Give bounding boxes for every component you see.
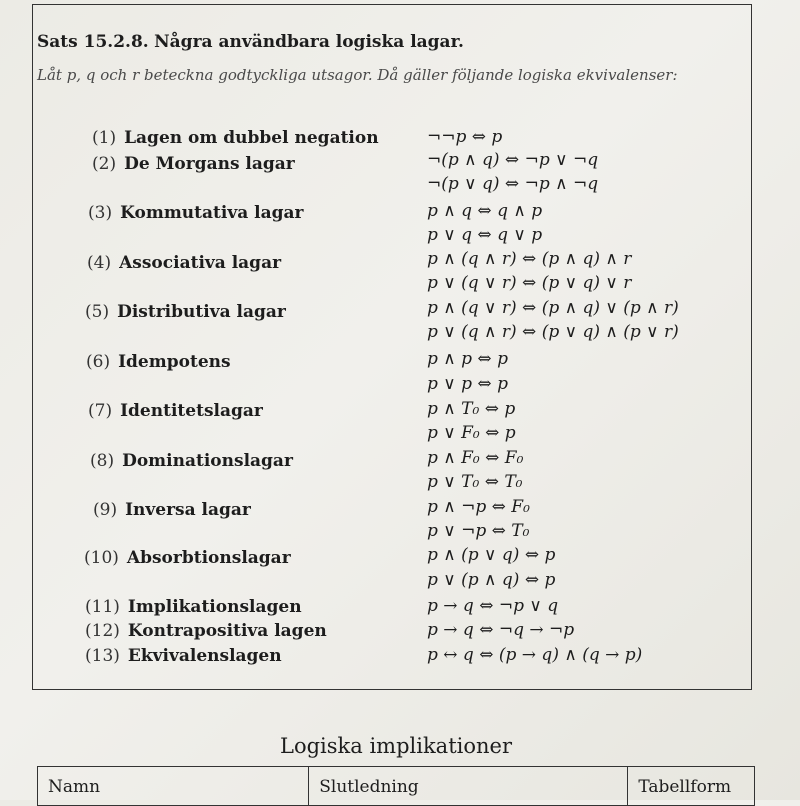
law-name: Inversa lagar xyxy=(125,500,251,520)
law-name: Lagen om dubbel negation xyxy=(124,128,379,148)
formula-10a: p ∧ (p ∨ q) ⇔ p xyxy=(427,545,556,565)
formula-11a: p → q ⇔ ¬p ∨ q xyxy=(427,596,559,616)
formula-7a: p ∧ T₀ ⇔ p xyxy=(427,399,516,419)
formula-6b: p ∨ p ⇔ p xyxy=(427,374,508,394)
law-number: (5) xyxy=(85,302,110,322)
law-13 xyxy=(85,646,282,666)
law-10 xyxy=(84,548,291,568)
law-8 xyxy=(90,451,293,471)
law-number: (4) xyxy=(87,253,112,273)
law-number: (2) xyxy=(92,154,117,174)
formula-3b: p ∨ q ⇔ q ∨ p xyxy=(427,225,543,245)
formula-13a: p ↔ q ⇔ (p → q) ∧ (q → p) xyxy=(427,645,643,665)
law-name: De Morgans lagar xyxy=(124,154,295,174)
implications-title: Logiska implikationer xyxy=(280,734,512,758)
theorem-intro: Låt p, q och r beteckna godtyckliga utsagor. Då gäller följande logiska ekvivalenser: xyxy=(37,66,678,84)
law-1 xyxy=(92,128,379,148)
law-name: Kommutativa lagar xyxy=(120,203,304,223)
formula-4b: p ∨ (q ∨ r) ⇔ (p ∨ q) ∨ r xyxy=(427,273,632,293)
implications-table xyxy=(37,766,755,806)
law-11 xyxy=(85,597,302,617)
law-name: Idempotens xyxy=(118,352,231,372)
law-7 xyxy=(88,401,263,421)
formula-4a: p ∧ (q ∧ r) ⇔ (p ∧ q) ∧ r xyxy=(427,249,632,269)
theorem-title: Några användbara logiska lagar. xyxy=(154,32,464,52)
formula-6a: p ∧ p ⇔ p xyxy=(427,349,508,369)
law-name: Ekvivalenslagen xyxy=(127,646,282,666)
law-3 xyxy=(88,203,304,223)
formula-3a: p ∧ q ⇔ q ∧ p xyxy=(427,201,543,221)
formula-7b: p ∨ F₀ ⇔ p xyxy=(427,423,516,443)
theorem-box xyxy=(32,4,752,690)
law-name: Distributiva lagar xyxy=(117,302,286,322)
formula-5a: p ∧ (q ∨ r) ⇔ (p ∧ q) ∨ (p ∧ r) xyxy=(427,298,679,318)
law-name: Associativa lagar xyxy=(119,253,282,273)
law-number: (1) xyxy=(92,128,117,148)
law-number: (12) xyxy=(85,621,120,641)
law-name: Dominationslagar xyxy=(122,451,293,471)
law-5 xyxy=(85,302,286,322)
formula-10b: p ∨ (p ∧ q) ⇔ p xyxy=(427,570,556,590)
formula-2a: ¬(p ∧ q) ⇔ ¬p ∨ ¬q xyxy=(427,150,599,170)
law-number: (11) xyxy=(85,597,120,617)
law-9 xyxy=(93,500,251,520)
formula-2b: ¬(p ∨ q) ⇔ ¬p ∧ ¬q xyxy=(427,174,599,194)
formula-9b: p ∨ ¬p ⇔ T₀ xyxy=(427,521,530,541)
theorem-number: Sats 15.2.8. xyxy=(37,32,149,52)
law-number: (3) xyxy=(88,203,113,223)
header-tabellform: Tabellform xyxy=(638,777,732,797)
law-number: (10) xyxy=(84,548,119,568)
law-number: (8) xyxy=(90,451,115,471)
header-slutledning: Slutledning xyxy=(309,767,628,805)
formula-8b: p ∨ T₀ ⇔ T₀ xyxy=(427,472,523,492)
law-2 xyxy=(92,154,295,174)
theorem-heading xyxy=(37,32,464,52)
formula-1a: ¬¬p ⇔ p xyxy=(427,127,503,147)
header-namn: Namn xyxy=(38,767,309,805)
law-4 xyxy=(87,253,281,273)
law-name: Absorbtionslagar xyxy=(126,548,291,568)
law-name: Kontrapositiva lagen xyxy=(127,621,327,641)
law-name: Identitetslagar xyxy=(120,401,263,421)
law-number: (6) xyxy=(86,352,111,372)
formula-5b: p ∨ (q ∧ r) ⇔ (p ∨ q) ∧ (p ∨ r) xyxy=(427,322,679,342)
law-name: Implikationslagen xyxy=(127,597,302,617)
law-12 xyxy=(85,621,327,641)
law-number: (9) xyxy=(93,500,118,520)
formula-12a: p → q ⇔ ¬q → ¬p xyxy=(427,620,575,640)
law-number: (7) xyxy=(88,401,113,421)
formula-8a: p ∧ F₀ ⇔ F₀ xyxy=(427,448,524,468)
law-number: (13) xyxy=(85,646,120,666)
formula-9a: p ∧ ¬p ⇔ F₀ xyxy=(427,497,530,517)
law-6 xyxy=(86,352,231,372)
